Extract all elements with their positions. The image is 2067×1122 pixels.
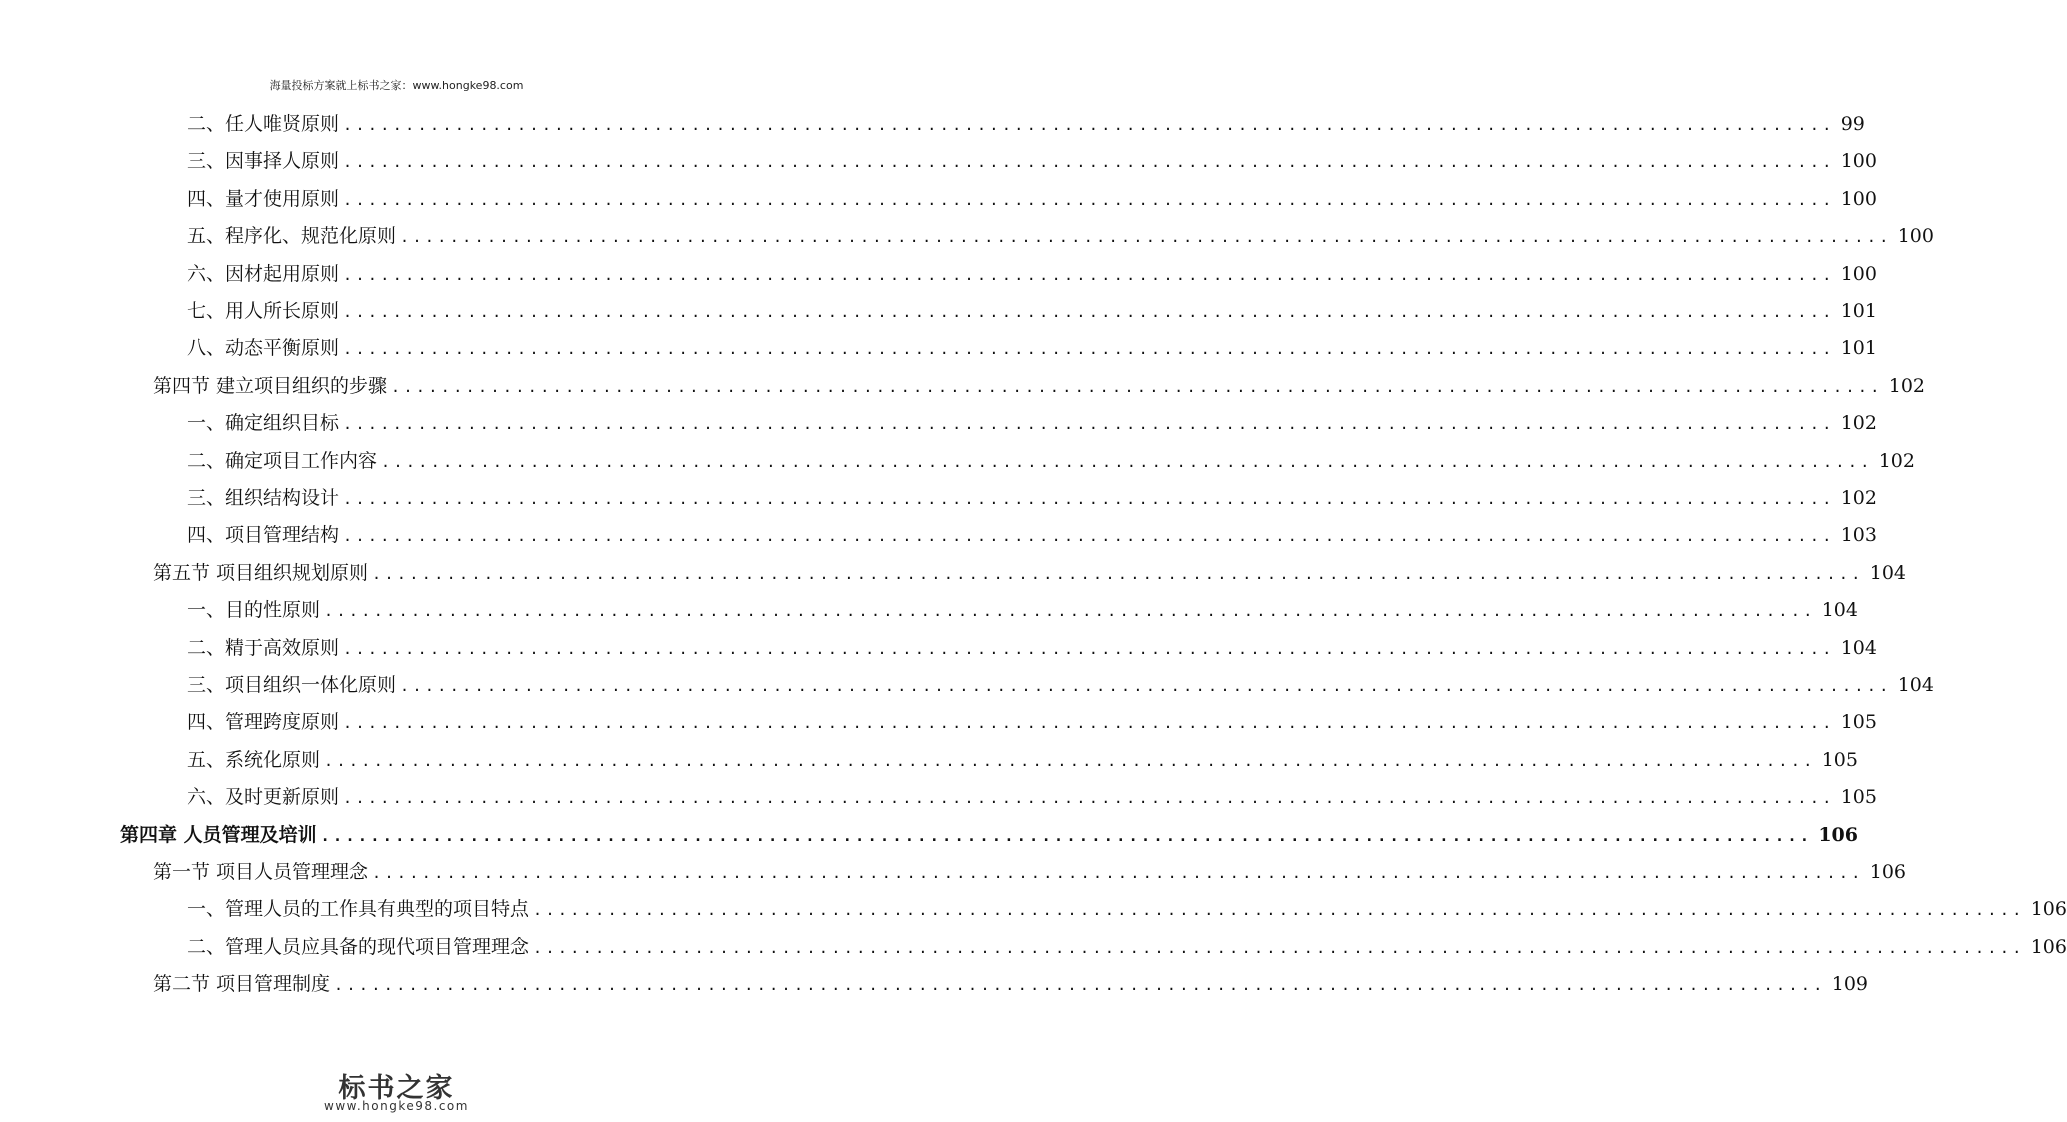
page-header: 海量投标方案就上标书之家：www.hongke98.com [269,79,524,92]
toc-entry-page: 106 [2030,898,2067,921]
toc-entry-page: 100 [1897,225,1934,248]
toc-entry[interactable] [187,443,1915,473]
toc-entry-title: 三、因事择人原则 [187,150,340,173]
toc-entry[interactable] [187,517,1877,547]
toc-entry-page: 104 [1897,674,1934,696]
toc-leader-dots: ........................................................................................................................ [343,153,1835,172]
toc-entry-title: 七、用人所长原则 [187,300,340,322]
toc-entry-page: 102 [1878,449,1915,472]
toc-leader-dots: ........................................................................................................................ [391,377,1883,396]
toc-leader-dots: ........................................................................................................................ [533,938,2025,957]
toc-entry-page: 101 [1840,337,1877,360]
toc-entry-page: 104 [1821,599,1858,622]
toc-entry-title: 二、确定项目工作内容 [187,449,378,472]
toc-leader-dots: ........................................................................................................................ [343,527,1835,546]
toc-entry[interactable] [187,742,1858,772]
toc-leader-dots: ........................................................................................................................ [343,490,1835,508]
toc-entry-page: 109 [1831,973,1869,996]
footer-logo: 标书之家 [338,1073,455,1104]
toc-entry-title: 第四节 建立项目组织的步骤 [153,374,388,397]
toc-leader-dots: ........................................................................................................................ [372,864,1864,882]
toc-entry[interactable] [187,330,1877,360]
toc-leader-dots: ........................................................................................................................ [533,901,2025,920]
toc-leader-dots: ........................................................................................................................ [400,677,1892,695]
toc-entry-title: 第五节 项目组织规划原则 [153,561,369,584]
toc-entry[interactable] [187,181,1877,211]
toc-entry-page: 104 [1869,561,1907,584]
toc-entry-title: 五、系统化原则 [187,748,321,771]
toc-entry-title: 四、项目管理结构 [187,524,340,547]
toc-entry-page: 104 [1840,636,1877,659]
toc-entry[interactable] [187,592,1858,622]
toc-entry-title: 二、精于高效原则 [187,636,340,659]
toc-entry[interactable] [187,779,1877,809]
toc-entry-page: 105 [1840,711,1877,734]
toc-entry-title: 第一节 项目人员管理理念 [153,861,369,883]
toc-entry[interactable] [120,817,1858,847]
toc-leader-dots: ........................................................................................................................ [343,265,1835,284]
toc-leader-dots: ........................................................................................................................ [343,639,1835,658]
toc-entry[interactable] [187,218,1934,248]
toc-leader-dots: ........................................................................................................................ [343,190,1835,209]
toc-leader-dots: ........................................................................................................................ [400,228,1892,247]
toc-entry[interactable] [153,555,1907,585]
toc-entry-page: 102 [1840,487,1877,509]
toc-entry-title: 二、任人唯贤原则 [187,113,340,135]
toc-entry-page: 106 [1869,861,1907,883]
toc-entry-title: 六、因材起用原则 [187,262,340,285]
toc-entry[interactable] [187,667,1934,697]
toc-entry-title: 第四章 人员管理及培训 [120,823,317,846]
toc-entry-page: 106 [1818,823,1858,846]
toc-entry-title: 一、管理人员的工作具有典型的项目特点 [187,898,530,921]
toc-entry-title: 第二节 项目管理制度 [153,973,331,996]
toc-entry-title: 六、及时更新原则 [187,786,340,809]
toc-entry[interactable] [153,368,1926,398]
toc-entry-title: 四、量才使用原则 [187,187,340,210]
toc-entry-page: 106 [2030,935,2067,958]
toc-entry-title: 三、项目组织一体化原则 [187,674,397,696]
toc-entry[interactable] [187,891,2067,921]
toc-leader-dots: ........................................................................................................................ [343,303,1835,321]
toc-entry-page: 100 [1840,150,1877,173]
toc-leader-dots: ........................................................................................................................ [320,826,1813,845]
toc-entry-page: 102 [1840,412,1877,435]
toc-leader-dots: ........................................................................................................................ [324,751,1816,770]
toc-entry-page: 103 [1840,524,1877,547]
toc-entry-title: 二、管理人员应具备的现代项目管理理念 [187,935,530,958]
toc-entry[interactable] [187,630,1877,660]
toc-entry[interactable] [187,256,1877,286]
toc-leader-dots: ........................................................................................................................ [343,340,1835,359]
toc-entry-page: 100 [1840,187,1877,210]
toc-leader-dots: ........................................................................................................................ [343,415,1835,434]
toc-leader-dots: ........................................................................................................................ [343,116,1835,134]
toc-leader-dots: ........................................................................................................................ [372,564,1864,583]
toc-leader-dots: ........................................................................................................................ [343,714,1835,733]
toc-entry[interactable] [187,143,1877,173]
toc-entry-page: 105 [1821,748,1858,771]
toc-entry[interactable] [187,704,1877,734]
toc-entry-title: 一、目的性原则 [187,599,321,622]
toc-entry[interactable] [153,854,1907,884]
toc-entry[interactable] [187,929,2067,959]
toc-entry[interactable] [187,405,1877,435]
toc-entry-page: 105 [1840,786,1877,809]
toc-leader-dots: ........................................................................................................................ [334,976,1826,995]
toc-entry[interactable] [187,106,1865,136]
toc-entry-page: 100 [1840,262,1877,285]
toc-entry-title: 八、动态平衡原则 [187,337,340,360]
toc-entry[interactable] [153,966,1869,996]
toc-entry-title: 三、组织结构设计 [187,487,340,509]
toc-entry[interactable] [187,293,1877,323]
toc-entry-title: 一、确定组织目标 [187,412,340,435]
toc-entry-page: 99 [1840,113,1865,135]
toc-leader-dots: ........................................................................................................................ [381,452,1873,471]
toc-leader-dots: ........................................................................................................................ [324,602,1816,621]
toc-leader-dots: ........................................................................................................................ [343,789,1835,808]
toc-entry-page: 102 [1888,374,1926,397]
footer-url: www.hongke98.com [324,1099,469,1113]
toc-entry-page: 101 [1840,300,1877,322]
toc-entry[interactable] [187,480,1877,510]
toc-entry-title: 四、管理跨度原则 [187,711,340,734]
toc-entry-title: 五、程序化、规范化原则 [187,225,397,248]
